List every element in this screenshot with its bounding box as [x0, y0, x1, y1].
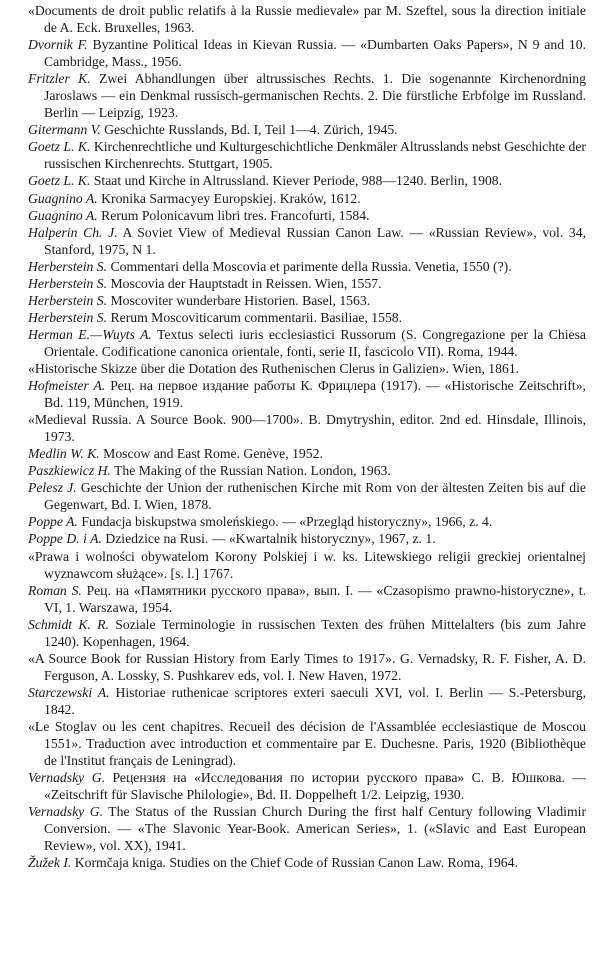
entry-author: Guagnino A. — [28, 207, 98, 223]
bibliography-entry — [28, 360, 586, 377]
bibliography-entry — [28, 548, 586, 582]
entry-text: Рец. на «Памятники русского права», вып. I. — «Czasopismo prawno-historyczne», t. VI, 1. Warszawa, 1954. — [44, 582, 587, 615]
entry-text: «Medieval Russia. A Source Book. 900—1700». B. Dmytryshin, editor. 2nd ed. Hinsdale, Illinois, 1973. — [28, 412, 586, 445]
entry-author: Dvornik F. — [28, 37, 88, 53]
entry-text: «Historische Skizze über die Dotation des Ruthenischen Clerus in Galizien». Wien, 1861. — [28, 360, 520, 376]
bibliography-entry — [28, 616, 586, 650]
entry-text: Historiae ruthenicae scriptores exteri saeculi XVI, vol. I. Berlin — S.-Petersburg, 1842. — [44, 684, 587, 717]
entry-text: The Making of the Russian Nation. London, 1963. — [110, 463, 391, 479]
bibliography-entry — [28, 530, 586, 547]
bibliography-entry — [28, 854, 586, 871]
entry-text: Rerum Polonicavum libri tres. Francofurti, 1584. — [97, 207, 370, 223]
entry-text: «Documents de droit public relatifs à la Russie medievale» par M. Szeftel, sous la direction initiale de A. Eck. Bruxelles, 1963. — [28, 3, 586, 36]
bibliography-entry — [28, 684, 586, 718]
bibliography-entry — [28, 172, 586, 189]
entry-author: Medlin W. K. — [28, 446, 100, 462]
entry-author: Gitermann V. — [28, 122, 101, 138]
entry-text: Rerum Moscoviticarum commentarii. Basiliae, 1558. — [107, 309, 403, 325]
entry-author: Herberstein S. — [28, 258, 108, 274]
entry-text: Kirchenrechtliche und Kulturgeschichtliche Denkmäler Altrusslands nebst Geschichte der russischen Kirchenrechts. Stuttgart, 1905. — [44, 139, 586, 172]
entry-text: Moscow and East Rome. Genève, 1952. — [99, 446, 323, 462]
bibliography-entry — [28, 377, 586, 411]
entry-text: Geschichte der Union der ruthenischen Kirche mit Rom von der ältesten Zeiten bis auf die Gegenwart, Bd. I. Wien, 1878. — [44, 480, 586, 513]
entry-text: A Soviet View of Medieval Russian Canon Law. — «Russian Review», vol. 34, Stanford, 1975, N 1. — [44, 224, 586, 257]
entry-author: Vernadsky G. — [28, 804, 104, 820]
entry-text: Soziale Terminologie in russischen Texten des frühen Mittelalters (bis zum Jahre 1240). Kopenhagen, 1964. — [44, 616, 586, 649]
entry-text: The Status of the Russian Church During the first half Century following Vladimir Conversion. — «The Slavonic Year-Book. American Series», 1. («Slavic and East European Review», vol. XX), 1941. — [44, 804, 586, 854]
bibliography-entry — [28, 650, 586, 684]
entry-text: Kronika Sarmacyey Europskiej. Kraków, 1612. — [97, 190, 361, 206]
entry-text: Moscoviter wunderbare Historien. Basel, 1563. — [107, 292, 371, 308]
bibliography-entry — [28, 462, 586, 479]
bibliography-entry — [28, 582, 586, 616]
entry-text: Zwei Abhandlungen über altrussisches Rechts. 1. Die sogenannte Kirchenordning Jaroslaws — ein Denkmal russisch-germanischen Rechts. 2. Die fürstliche Erbfolge im Russland. Berlin — Leipzig, 1923. — [44, 71, 586, 121]
entry-author: Poppe D. i A. — [28, 531, 102, 547]
bibliography-entry — [28, 292, 586, 309]
entry-author: Herberstein S. — [28, 275, 108, 291]
bibliography-entry — [28, 138, 586, 172]
entry-author: Poppe A. — [28, 514, 78, 530]
entry-text: Рец. на первое издание работы К. Фрицлера (1917). — «Historische Zeitschrift», Bd. 119, München, 1919. — [44, 378, 586, 411]
entry-text: Kormčaja kniga. Studies on the Chief Code of Russian Canon Law. Roma, 1964. — [71, 855, 518, 871]
entry-author: Vernadsky G. — [28, 770, 106, 786]
bibliography-entry — [28, 224, 586, 258]
entry-text: Dziedzice na Rusi. — «Kwartalnik historyczny», 1967, z. 1. — [101, 531, 436, 547]
entry-text: «Le Stoglav ou les cent chapitres. Recueil des décision de l'Assamblée ecclesiastique de Moscou 1551». Traduction avec introduction et commentaire par E. Duchesne. Paris, 1920 (Bibliothèque de l'Institut français de Leningrad). — [28, 718, 586, 769]
bibliography-entry — [28, 258, 586, 275]
entry-author: Roman S. — [28, 582, 82, 598]
entry-author: Fritzler K. — [28, 71, 91, 87]
entry-author: Žužek I. — [28, 855, 72, 871]
entry-author: Hofmeister A. — [28, 378, 106, 394]
bibliography-entry — [28, 718, 586, 769]
bibliography-entry — [28, 479, 586, 513]
entry-text: Рецензия на «Исследования по истории русского права» С. В. Юшкова. — «Zeitschrift für Slavische Philologie», Bd. II. Doppelheft 1/2. Leipzig, 1930. — [44, 770, 587, 803]
entry-author: Guagnino A. — [28, 190, 98, 206]
entry-text: Fundacja biskupstwa smoleńskiego. — «Przegląd historyczny», 1966, z. 4. — [77, 514, 493, 530]
entry-author: Herberstein S. — [28, 292, 108, 308]
entry-author: Starczewski A. — [28, 684, 110, 700]
entry-text: Textus selecti iuris ecclesiastici Russorum (S. Congregazione per la Chiesa Orientale. Codificatione canonica orientale, fonti, serie II, fascicolo VII). Roma, 1944. — [44, 326, 586, 359]
bibliography-entry — [28, 275, 586, 292]
bibliography-entry — [28, 121, 586, 138]
entry-author: Paszkiewicz H. — [28, 463, 111, 479]
bibliography-entry — [28, 36, 586, 70]
entry-author: Goetz L. K. — [28, 173, 91, 189]
entry-text: Commentari della Moscovia et parimente della Russia. Venetia, 1550 (?). — [107, 258, 512, 274]
bibliography-entry — [28, 513, 586, 530]
entry-author: Herman E.—Wuyts A. — [28, 326, 152, 342]
bibliography-entry — [28, 2, 586, 36]
entry-author: Schmidt K. R. — [28, 616, 109, 632]
bibliography-entry — [28, 803, 586, 854]
entry-author: Herberstein S. — [28, 309, 108, 325]
entry-text: Moscovia der Hauptstadt in Reissen. Wien, 1557. — [107, 275, 382, 291]
entry-text: Staat und Kirche in Altrussland. Kiever Periode, 988—1240. Berlin, 1908. — [90, 173, 503, 189]
bibliography-entry — [28, 190, 586, 207]
bibliography-entry — [28, 309, 586, 326]
bibliography-page — [28, 2, 586, 871]
entry-text: Geschichte Russlands, Bd. I, Teil 1—4. Zürich, 1945. — [100, 122, 398, 138]
bibliography-entry — [28, 326, 586, 360]
entry-text: «A Source Book for Russian History from Early Times to 1917». G. Vernadsky, R. F. Fisher, A. D. Ferguson, A. Lossky, S. Pushkarev eds, vol. I. New Haven, 1972. — [28, 650, 586, 683]
entry-text: Byzantine Political Ideas in Kievan Russia. — «Dumbarten Oaks Papers», N 9 and 10. Cambridge, Mass., 1956. — [44, 37, 586, 70]
entry-text: «Prawa i wolności obywatelom Korony Polskiej i w. ks. Litewskiego religii greckiej orientalnej wyznawcom służące». [s. l.] 1767. — [28, 548, 586, 581]
entry-author: Halperin Ch. J. — [28, 224, 118, 240]
bibliography-entry — [28, 70, 586, 121]
bibliography-entry — [28, 445, 586, 462]
entry-author: Pelesz J. — [28, 480, 77, 496]
bibliography-entry — [28, 207, 586, 224]
entry-author: Goetz L. K. — [28, 139, 91, 155]
bibliography-entry — [28, 769, 586, 803]
bibliography-entry — [28, 411, 586, 445]
